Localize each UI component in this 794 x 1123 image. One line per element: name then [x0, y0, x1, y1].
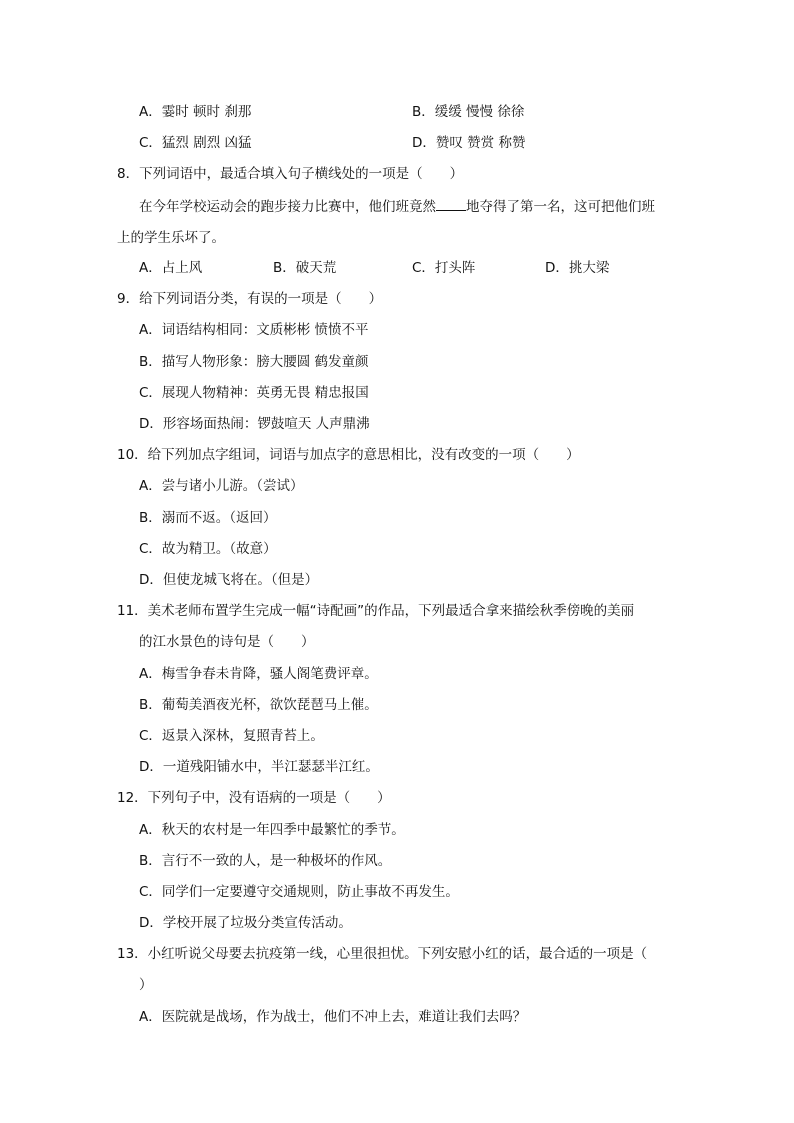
q9-stem: 9．给下列词语分类，有误的一项是（ ）	[117, 291, 383, 307]
q8-stem: 8．下列词语中，最适合填入句子横线处的一项是（ ）	[117, 166, 464, 182]
q12-option-a: A．秋天的农村是一年四季中最繁忙的季节。	[139, 822, 405, 838]
q12-option-c: C．同学们一定要遵守交通规则，防止事故不再发生。	[139, 884, 459, 900]
q7-option-b: B．缓缓 慢慢 徐徐	[412, 104, 525, 120]
q8-fill-blank	[436, 209, 466, 211]
q10-stem: 10．给下列加点字组词，词语与加点字的意思相比，没有改变的一项（ ）	[117, 447, 580, 463]
q9-option-c: C．展现人物精神：英勇无畏 精忠报国	[139, 385, 369, 401]
q8-sentence-part2: 地夺得了第一名，这可把他们班	[466, 199, 655, 215]
q12-stem: 12．下列句子中，没有语病的一项是（ ）	[117, 790, 391, 806]
q9-option-b: B．描写人物形象：膀大腰圆 鹤发童颜	[139, 354, 369, 370]
q8-option-d: D．挑大梁	[545, 260, 610, 276]
q11-stem-line1: 11．美术老师布置学生完成一幅“诗配画”的作品，下列最适合拿来描绘秋季傍晚的美丽	[117, 603, 635, 619]
q8-option-a: A．占上风	[139, 260, 203, 276]
q7-option-a: A．霎时 顿时 刹那	[139, 104, 252, 120]
q7-option-d: D．赞叹 赞赏 称赞	[412, 135, 526, 151]
q11-option-a: A．梅雪争春未肯降，骚人阁笔费评章。	[139, 666, 378, 682]
q8-option-c: C．打头阵	[412, 260, 476, 276]
q10-option-d: D．但使龙城飞将在。（但是）	[139, 572, 319, 588]
q13-stem-line1: 13．小红听说父母要去抗疫第一线，心里很担忧。下列安慰小红的话，最合适的一项是（	[117, 946, 648, 962]
q9-option-d: D．形容场面热闹：锣鼓喧天 人声鼎沸	[139, 416, 370, 432]
q11-stem-line2: 的江水景色的诗句是（ ）	[139, 634, 315, 650]
q10-option-b: B．溺而不返。（返回）	[139, 510, 277, 526]
q10-option-c: C．故为精卫。（故意）	[139, 541, 277, 557]
q13-stem-line2: ）	[139, 977, 153, 993]
q11-option-b: B．葡萄美酒夜光杯，欲饮琵琶马上催。	[139, 697, 378, 713]
q12-option-d: D．学校开展了垃圾分类宣传活动。	[139, 915, 352, 931]
q10-option-a: A．尝与诸小儿游。（尝试）	[139, 478, 304, 494]
q11-option-c: C．返景入深林，复照青苔上。	[139, 728, 324, 744]
q8-option-b: B．破天荒	[273, 260, 337, 276]
q8-sentence-part1: 在今年学校运动会的跑步接力比赛中，他们班竟然	[139, 199, 436, 215]
q12-option-b: B．言行不一致的人，是一种极坏的作风。	[139, 853, 392, 869]
q13-option-a: A．医院就是战场，作为战士，他们不冲上去，难道让我们去吗？	[139, 1009, 527, 1025]
q7-option-c: C．猛烈 剧烈 凶猛	[139, 135, 252, 151]
q9-option-a: A．词语结构相同：文质彬彬 愤愤不平	[139, 322, 369, 338]
q8-sentence-line2: 上的学生乐坏了。	[117, 230, 225, 246]
q8-sentence-line1	[139, 198, 655, 216]
q11-option-d: D．一道残阳铺水中，半江瑟瑟半江红。	[139, 759, 379, 775]
